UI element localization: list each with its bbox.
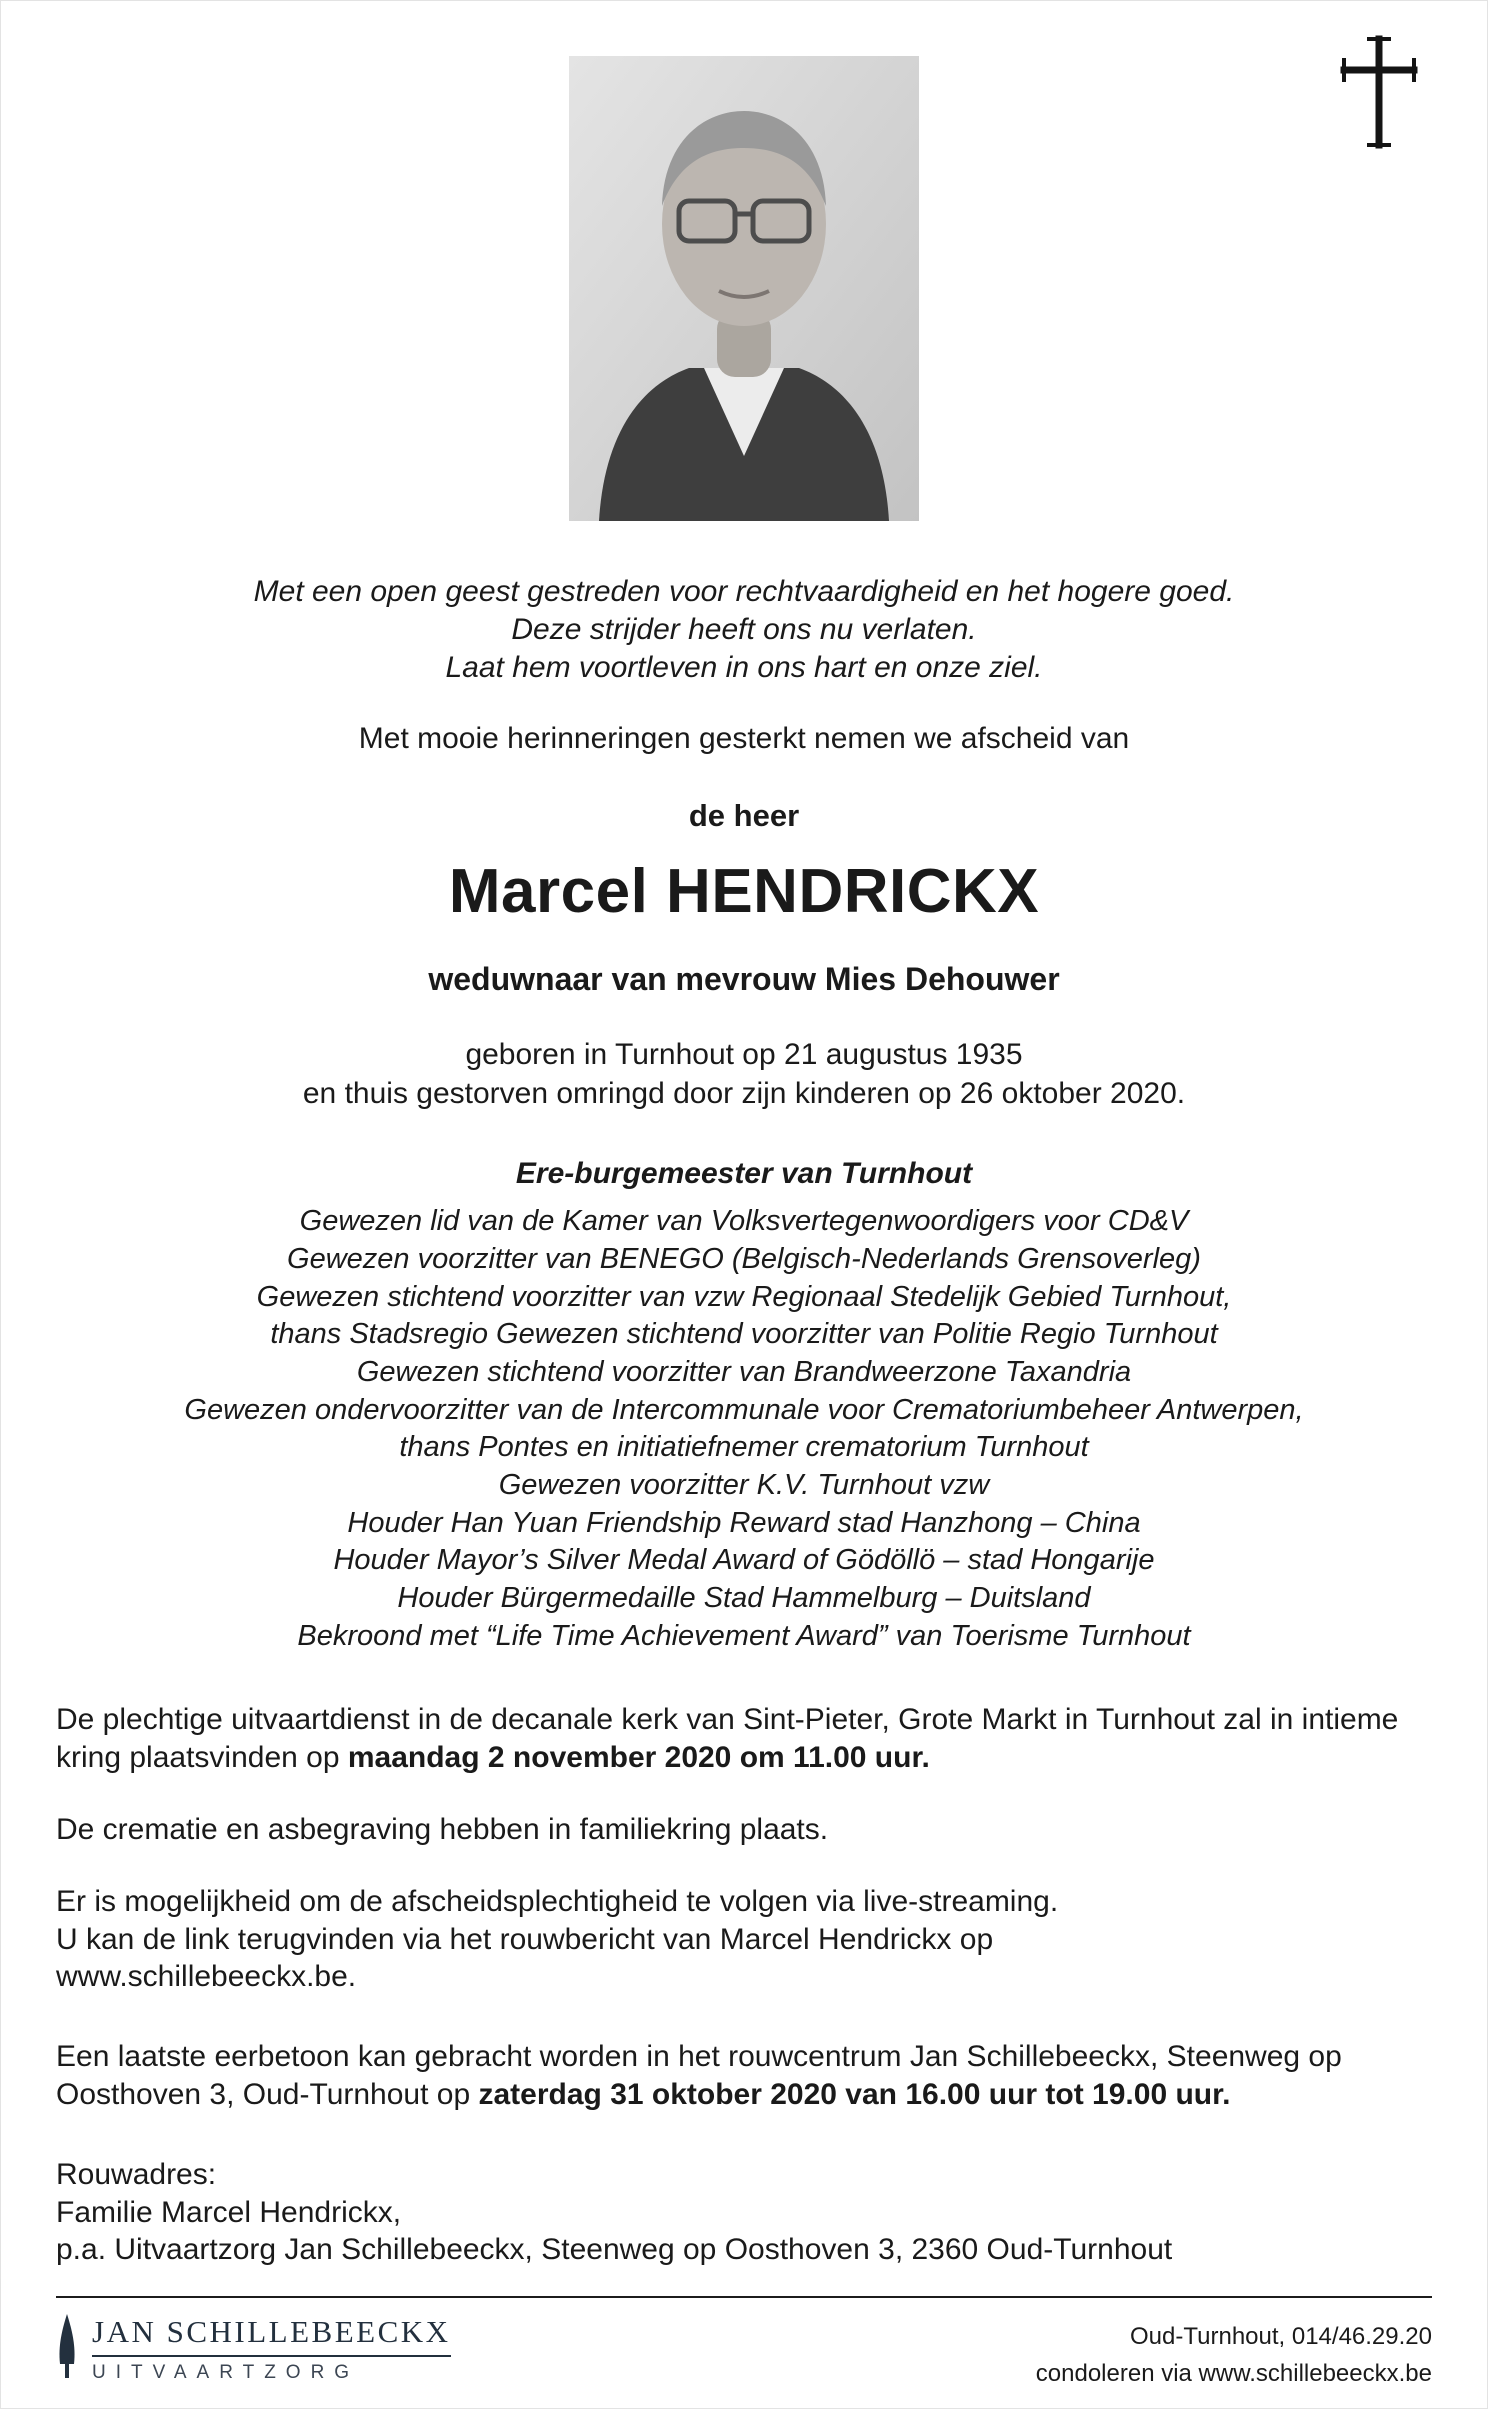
- honors-line: Gewezen stichtend voorzitter van Brandweerzone Taxandria: [356, 1355, 1132, 1388]
- mourning-address-line: Familie Marcel Hendrickx,: [56, 2195, 402, 2229]
- epigraph: [1, 573, 1487, 686]
- honors-line: Houder Han Yuan Friendship Reward stad Hanzhong – China: [347, 1506, 1141, 1539]
- mourning-address-line: p.a. Uitvaartzorg Jan Schillebeeckx, Steenweg op Oosthoven 3, 2360 Oud-Turnhout: [56, 2233, 1173, 2267]
- streaming-website: www.schillebeeckx.be.: [56, 1960, 357, 1994]
- tribute-text: Een laatste eerbetoon kan gebracht worden in het rouwcentrum Jan Schillebeeckx, Steenweg op Oosthoven 3, Oud-Turnhout op: [56, 2040, 1342, 2111]
- brand-subtitle: UITVAARTZORG: [92, 2361, 360, 2383]
- title-prefix: de heer: [688, 798, 800, 834]
- cremation-paragraph: De crematie en asbegraving hebben in familiekring plaats.: [56, 1813, 829, 1847]
- relation-line: weduwnaar van mevrouw Mies Dehouwer: [428, 961, 1060, 998]
- tribute-paragraph: [56, 2038, 1432, 2114]
- honors-line: Gewezen voorzitter van BENEGO (Belgisch-Nederlands Grensoverleg): [287, 1242, 1201, 1275]
- brand-name: JAN SCHILLEBEECKX: [92, 2314, 451, 2357]
- farewell-intro: Met mooie herinneringen gesterkt nemen we afscheid van: [358, 722, 1130, 756]
- honors-line: Gewezen lid van de Kamer van Volksvertegenwoordigers voor CD&V: [299, 1205, 1189, 1238]
- funeral-home-brand: [56, 2314, 451, 2384]
- honors-line: Houder Bürgermedaille Stad Hammelburg – Duitsland: [397, 1582, 1091, 1615]
- honors-line: thans Stadsregio Gewezen stichtend voorzitter van Politie Regio Turnhout: [270, 1318, 1218, 1351]
- streaming-line: U kan de link terugvinden via het rouwbericht van Marcel Hendrickx op: [56, 1922, 994, 1956]
- service-paragraph: [56, 1701, 1432, 1777]
- footer-contact: [1036, 2314, 1432, 2392]
- tribute-datetime: zaterdag 31 oktober 2020 van 16.00 uur tot 19.00 uur.: [478, 2078, 1231, 2111]
- honors-list: [1, 1203, 1487, 1655]
- life-dates: [1, 1036, 1487, 1113]
- ceremony-details: [56, 1701, 1432, 2269]
- brand-text: [92, 2314, 451, 2384]
- honors-line: Gewezen ondervoorzitter van de Intercommunale voor Crematoriumbeheer Antwerpen,: [184, 1393, 1304, 1426]
- mourning-address: [56, 2156, 1432, 2269]
- epigraph-line: Deze strijder heeft ons nu verlaten.: [511, 612, 977, 646]
- footer-condolence-link: condoleren via www.schillebeeckx.be: [1035, 2359, 1432, 2387]
- epigraph-line: Laat hem voortleven in ons hart en onze ziel.: [445, 650, 1043, 684]
- death-line: en thuis gestorven omringd door zijn kinderen op 26 oktober 2020.: [302, 1076, 1186, 1110]
- honors-line: Gewezen stichtend voorzitter van vzw Regionaal Stedelijk Gebied Turnhout,: [256, 1280, 1232, 1313]
- birth-line: geboren in Turnhout op 21 augustus 1935: [465, 1038, 1023, 1072]
- deceased-name: Marcel HENDRICKX: [448, 857, 1040, 927]
- footer-phone: Oud-Turnhout, 014/46.29.20: [1130, 2322, 1432, 2350]
- epigraph-line: Met een open geest gestreden voor rechtvaardigheid en het hogere goed.: [253, 575, 1235, 608]
- streaming-line: Er is mogelijkheid om de afscheidsplechtigheid te volgen via live-streaming.: [56, 1884, 1059, 1918]
- honors-line: Bekroond met “Life Time Achievement Award” van Toerisme Turnhout: [297, 1619, 1191, 1652]
- cross-icon: [1329, 33, 1429, 151]
- service-datetime: maandag 2 november 2020 om 11.00 uur.: [347, 1741, 930, 1775]
- honorary-title: Ere-burgemeester van Turnhout: [515, 1157, 973, 1191]
- service-text: De plechtige uitvaartdienst in de decanale kerk van Sint-Pieter, Grote Markt in Turnhout zal in intieme kring plaatsvinden op: [56, 1703, 1399, 1775]
- honors-line: Houder Mayor’s Silver Medal Award of Gödöllö – stad Hongarije: [333, 1544, 1155, 1577]
- funeral-home-footer: [56, 2296, 1432, 2392]
- portrait-photo: [569, 56, 919, 521]
- honors-line: Gewezen voorzitter K.V. Turnhout vzw: [498, 1468, 990, 1501]
- honors-line: thans Pontes en initiatiefnemer crematorium Turnhout: [399, 1431, 1089, 1464]
- streaming-paragraph: [56, 1883, 1432, 1996]
- cypress-tree-icon: [56, 2314, 78, 2383]
- mourning-address-label: Rouwadres:: [56, 2157, 217, 2191]
